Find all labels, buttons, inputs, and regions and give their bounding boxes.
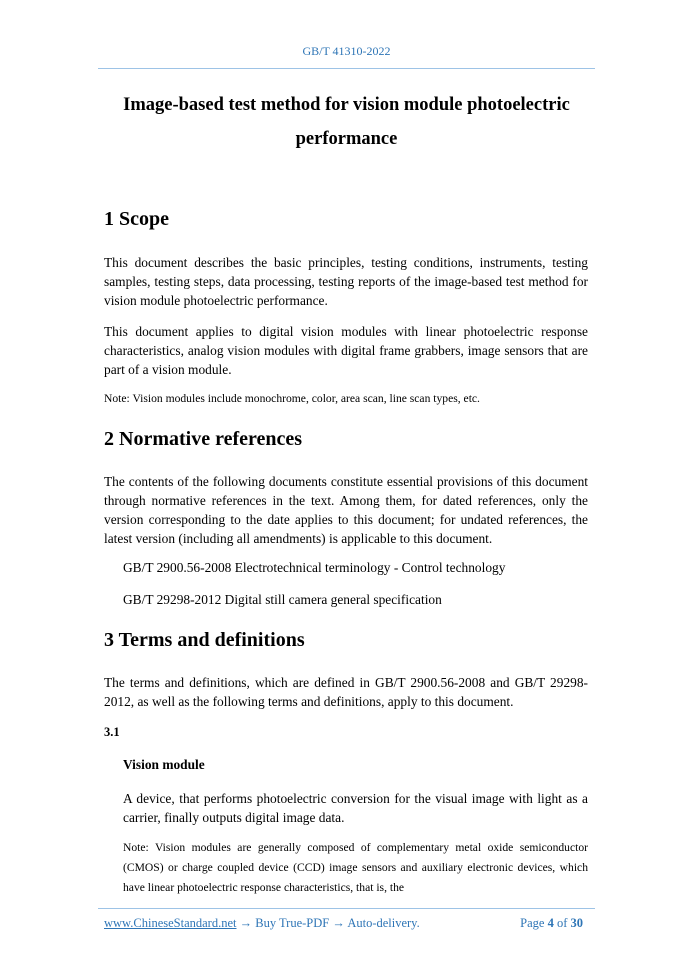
scope-paragraph-2: This document applies to digital vision modules with linear photoelectric response characteristics, analog vision modules with digital frame grabbers, image sensors that are part of a vision module. — [104, 324, 588, 377]
term-name: Vision module — [123, 757, 205, 772]
footer-divider — [98, 908, 595, 909]
normative-paragraph: The contents of the following documents constitute essential provisions of this document through normative references in the text. Among them, for dated references, only the version corresponding to the date applies to this document; for undated references, the latest version (including all amendments) is applicable to this document. — [104, 474, 588, 546]
term-number: 3.1 — [104, 725, 120, 739]
page-label: Page — [520, 916, 545, 930]
buy-pdf-text: Buy True-PDF — [255, 916, 330, 930]
footer-promo-link[interactable] — [104, 916, 420, 931]
section-heading-terms: 3 Terms and definitions — [104, 629, 305, 651]
page-total: 30 — [570, 916, 583, 930]
document-code-header: GB/T 41310-2022 — [302, 44, 391, 58]
section-heading-scope: 1 Scope — [104, 208, 169, 230]
auto-delivery-text: Auto-delivery. — [347, 916, 420, 930]
site-link[interactable]: www.ChineseStandard.net — [104, 916, 237, 930]
header-divider — [98, 68, 595, 69]
terms-paragraph: The terms and definitions, which are defined in GB/T 2900.56-2008 and GB/T 29298-2012, as well as the following terms and definitions, apply to this document. — [104, 675, 588, 709]
section-heading-normative-references: 2 Normative references — [104, 428, 303, 450]
reference-item: GB/T 29298-2012 Digital still camera general specification — [123, 592, 442, 607]
page-of-label: of — [556, 916, 568, 930]
scope-note: Note: Vision modules include monochrome, color, area scan, line scan types, etc. — [104, 392, 480, 405]
document-title: Image-based test method for vision module photoelectric performance — [123, 95, 570, 149]
reference-item: GB/T 2900.56-2008 Electrotechnical terminology - Control technology — [123, 560, 506, 575]
page-indicator — [520, 916, 583, 931]
page-current: 4 — [547, 916, 554, 930]
arrow-right-icon: → — [332, 916, 345, 930]
term-note: Note: Vision modules are generally composed of complementary metal oxide semiconductor (CMOS) or charge coupled device (CCD) image sensors and auxiliary electronic devices, which have linear photoelectric response characteristics, that is, the — [123, 841, 588, 894]
term-definition: A device, that performs photoelectric conversion for the visual image with light as a carrier, finally outputs digital image data. — [123, 791, 588, 825]
arrow-right-icon: → — [239, 916, 253, 930]
scope-paragraph-1: This document describes the basic principles, testing conditions, instruments, testing samples, testing steps, data processing, testing reports of the image-based test method for vision module photoelectric performance. — [104, 255, 588, 308]
